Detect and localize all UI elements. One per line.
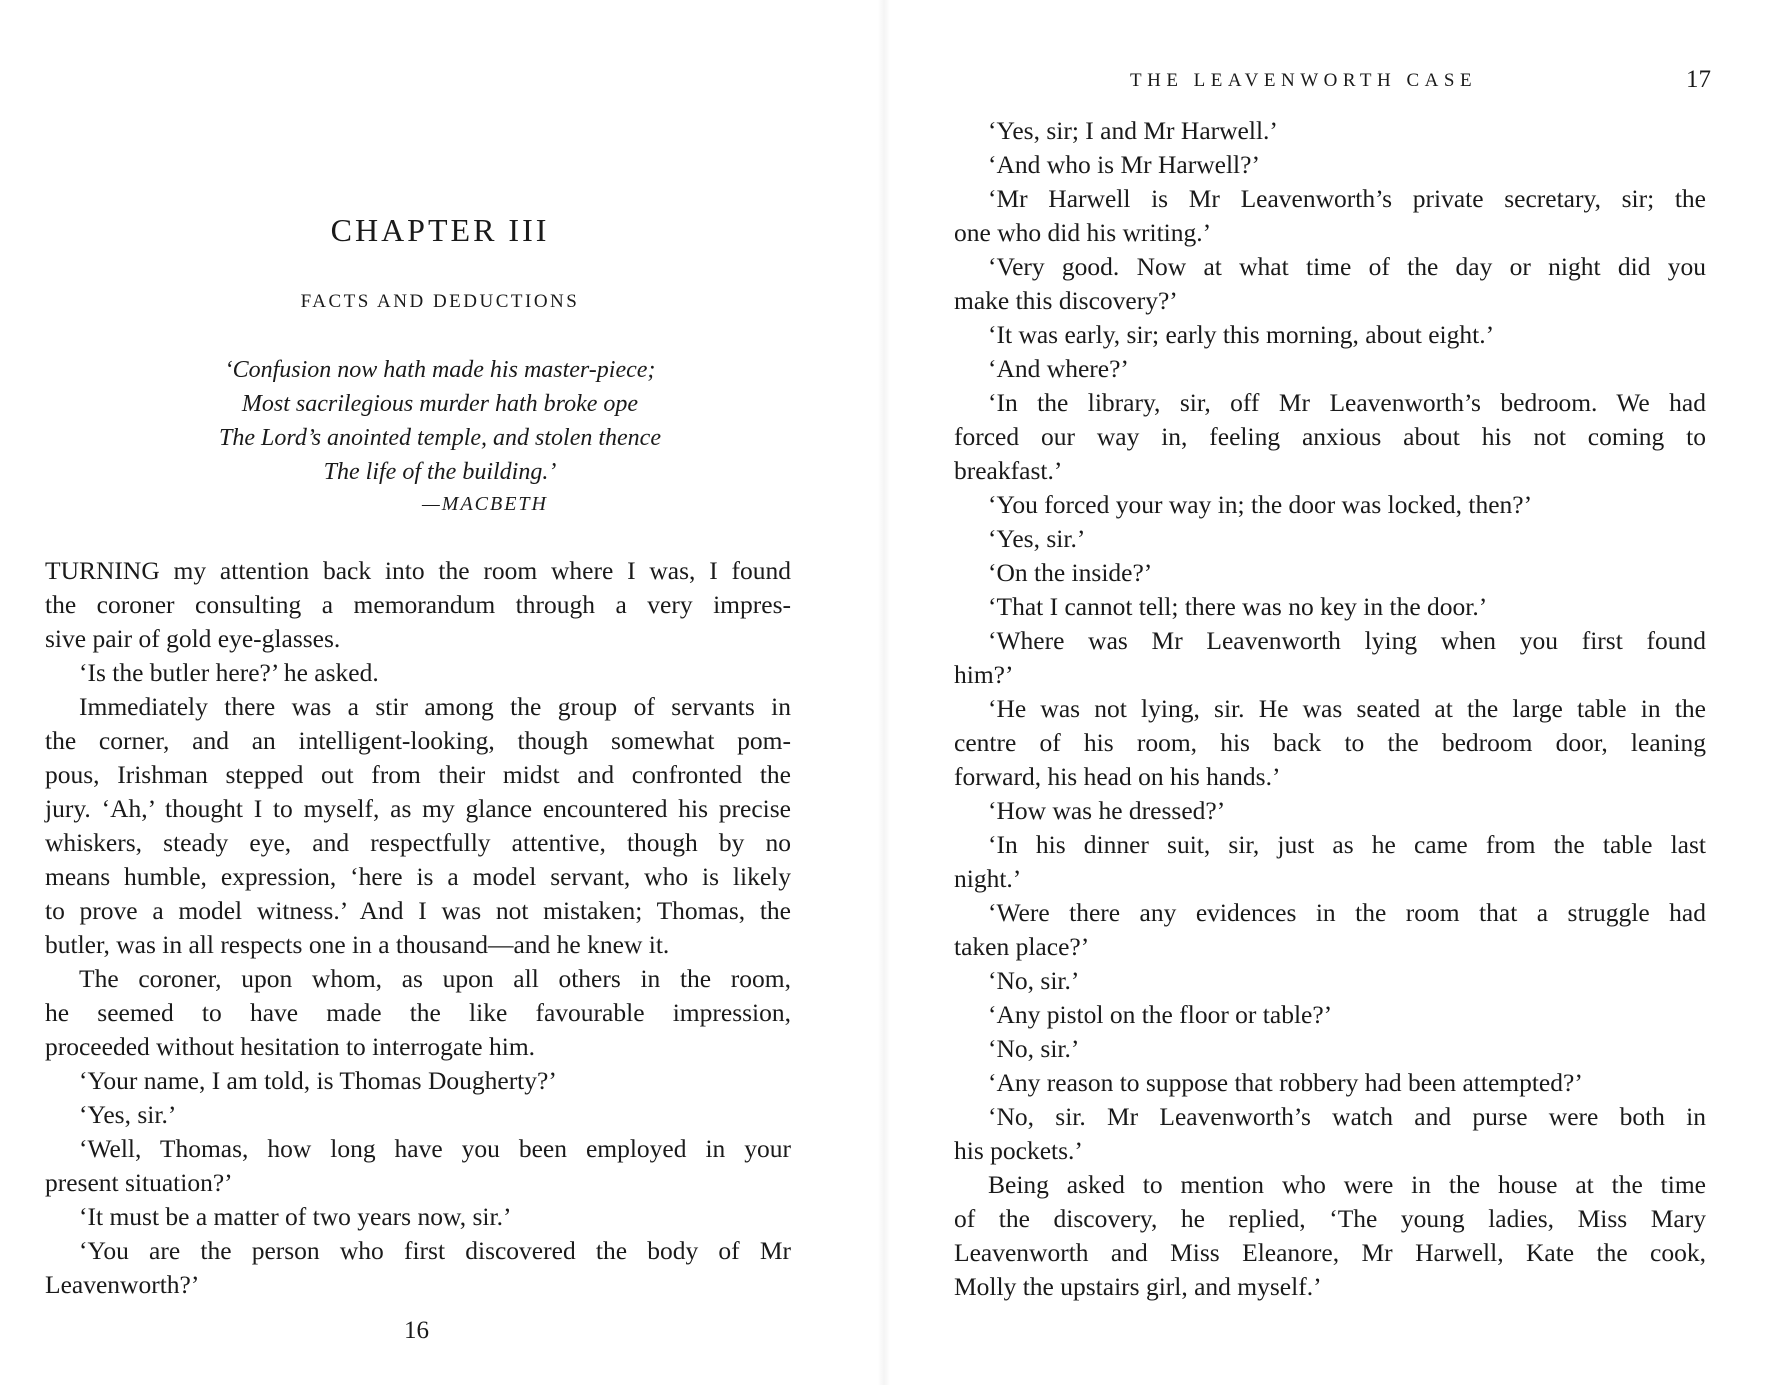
text-line: him?’ (954, 660, 1014, 689)
text-line: centre of his room, his back to the bedroom door, leaning (954, 728, 1706, 757)
text-line: ‘And who is Mr Harwell?’ (988, 150, 1260, 179)
text-line: he seemed to have made the like favourable impression, (45, 998, 791, 1027)
text-line: ‘Any pistol on the floor or table?’ (988, 1000, 1333, 1029)
text-line: ‘Your name, I am told, is Thomas Dougherty?’ (79, 1066, 557, 1095)
epigraph (46, 353, 834, 521)
text-line: to prove a model witness.’ And I was not mistaken; Thomas, the (45, 896, 791, 925)
text-line: present situation?’ (45, 1168, 233, 1197)
text-line: ‘No, sir.’ (988, 966, 1080, 995)
text-line: Leavenworth and Miss Eleanore, Mr Harwell, Kate the cook, (954, 1238, 1706, 1267)
text-line: jury. ‘Ah,’ thought I to myself, as my glance encountered his precise (45, 794, 791, 823)
text-line: ‘How was he dressed?’ (988, 796, 1226, 825)
left-page (0, 0, 884, 1385)
text-line: ‘No, sir.’ (988, 1034, 1080, 1063)
text-line: ‘No, sir. Mr Leavenworth’s watch and purse were both in (988, 1102, 1706, 1131)
text-line: ‘Yes, sir; I and Mr Harwell.’ (988, 116, 1278, 145)
text-line: ‘It must be a matter of two years now, sir.’ (79, 1202, 512, 1231)
text-line: taken place?’ (954, 932, 1090, 961)
text-line: ‘You forced your way in; the door was locked, then?’ (988, 490, 1533, 519)
text-line: Leavenworth?’ (45, 1270, 200, 1299)
text-line: the corner, and an intelligent-looking, though somewhat pom- (45, 726, 791, 755)
text-line: ‘Mr Harwell is Mr Leavenworth’s private secretary, sir; the (988, 184, 1706, 213)
text-line: The coroner, upon whom, as upon all others in the room, (79, 964, 791, 993)
text-line: ‘It was early, sir; early this morning, about eight.’ (988, 320, 1495, 349)
text-line: ‘You are the person who first discovered the body of Mr (79, 1236, 791, 1265)
epigraph-line: ‘Confusion now hath made his master-piece; (224, 357, 656, 383)
text-line: ‘In the library, sir, off Mr Leavenworth’s bedroom. We had (988, 388, 1706, 417)
text-line: the coroner consulting a memorandum through a very impres- (45, 590, 791, 619)
text-line: his pockets.’ (954, 1136, 1083, 1165)
text-line: ‘Yes, sir.’ (79, 1100, 177, 1129)
right-body-text (954, 114, 1706, 1304)
text-line: Molly the upstairs girl, and myself.’ (954, 1272, 1322, 1301)
text-line: ‘Well, Thomas, how long have you been employed in your (79, 1134, 791, 1163)
text-line: ‘That I cannot tell; there was no key in the door.’ (988, 592, 1488, 621)
text-line: ‘Is the butler here?’ he asked. (79, 658, 379, 687)
chapter-subtitle: FACTS AND DEDUCTIONS (300, 291, 580, 312)
text-line: butler, was in all respects one in a thousand—and he knew it. (45, 930, 670, 959)
text-line: pous, Irishman stepped out from their midst and confronted the (45, 760, 791, 789)
left-body-text (45, 554, 791, 1302)
running-head: THE LEAVENWORTH CASE (1130, 70, 1478, 91)
chapter-title: CHAPTER III (330, 212, 550, 248)
text-line: Being asked to mention who were in the house at the time (988, 1170, 1706, 1199)
text-line: proceeded without hesitation to interrogate him. (45, 1032, 536, 1061)
text-line: one who did his writing.’ (954, 218, 1212, 247)
epigraph-attribution: —MACBETH (422, 493, 548, 515)
text-line: forced our way in, feeling anxious about his not coming to (954, 422, 1706, 451)
text-line: make this discovery?’ (954, 286, 1178, 315)
text-line: whiskers, steady eye, and respectfully attentive, though by no (45, 828, 791, 857)
text-line: breakfast.’ (954, 456, 1063, 485)
text-line: ‘Very good. Now at what time of the day or night did you (988, 252, 1706, 281)
text-line: ‘Any reason to suppose that robbery had been attempted?’ (988, 1068, 1583, 1097)
right-page (885, 0, 1769, 1385)
text-line: ‘In his dinner suit, sir, just as he came from the table last (988, 830, 1706, 859)
page-number: 16 (404, 1317, 429, 1344)
text-line: forward, his head on his hands.’ (954, 762, 1281, 791)
text-line: ‘Where was Mr Leavenworth lying when you first found (988, 626, 1706, 655)
epigraph-line: The Lord’s anointed temple, and stolen thence (219, 425, 661, 451)
text-line: of the discovery, he replied, ‘The young ladies, Miss Mary (954, 1204, 1706, 1233)
page-number: 17 (1686, 66, 1711, 93)
text-line: night.’ (954, 864, 1022, 893)
text-line: ‘He was not lying, sir. He was seated at the large table in the (988, 694, 1706, 723)
text-line: ‘And where?’ (988, 354, 1129, 383)
text-line: means humble, expression, ‘here is a model servant, who is likely (45, 862, 791, 891)
text-line: ‘Yes, sir.’ (988, 524, 1086, 553)
epigraph-line: The life of the building.’ (323, 459, 557, 485)
epigraph-line: Most sacrilegious murder hath broke ope (241, 391, 639, 417)
text-line: ‘Were there any evidences in the room that a struggle had (988, 898, 1706, 927)
text-line: TURNING my attention back into the room where I was, I found (45, 556, 791, 585)
text-line: sive pair of gold eye-glasses. (45, 624, 341, 653)
text-line: Immediately there was a stir among the group of servants in (79, 692, 791, 721)
text-line: ‘On the inside?’ (988, 558, 1153, 587)
